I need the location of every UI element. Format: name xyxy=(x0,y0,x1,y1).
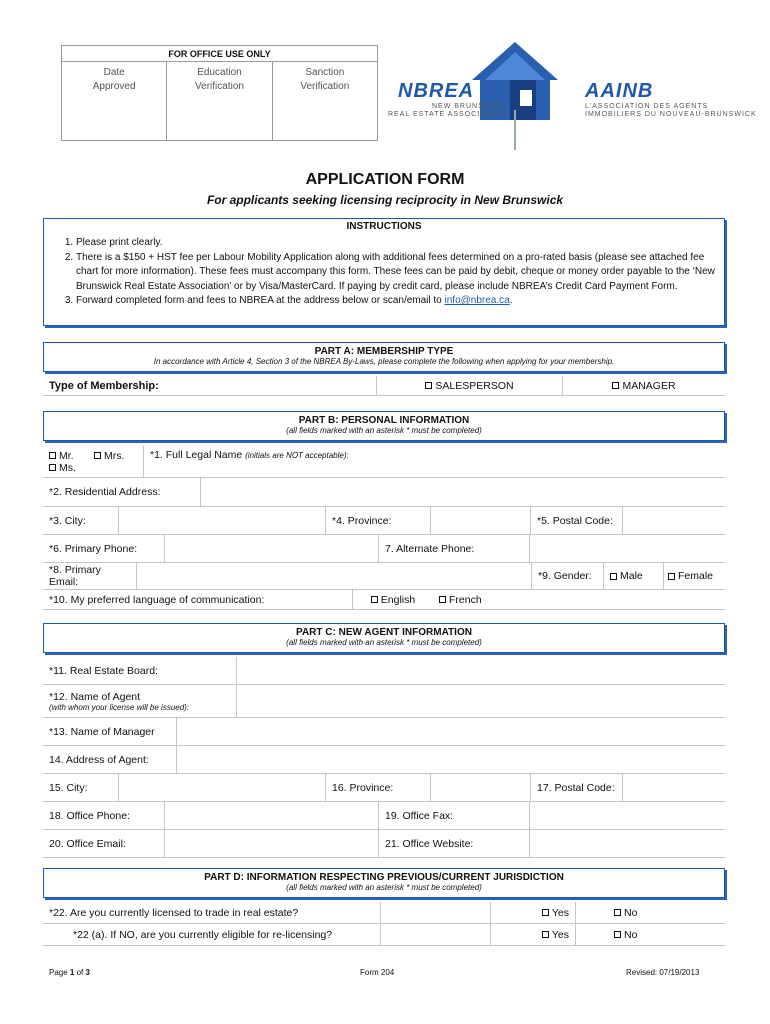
language-label: *10. My preferred language of communication: xyxy=(43,590,353,610)
real-estate-board-label: *11. Real Estate Board: xyxy=(43,657,237,685)
instructions-box xyxy=(43,218,725,326)
checkbox-icon[interactable] xyxy=(668,573,675,580)
email-link[interactable]: info@nbrea.ca xyxy=(444,295,510,306)
checkbox-icon[interactable] xyxy=(371,596,378,603)
yes-label: Yes xyxy=(551,928,569,941)
agent-postal-label: 17. Postal Code: xyxy=(531,774,623,802)
part-a-header xyxy=(43,342,725,372)
ms-option[interactable] xyxy=(49,462,137,474)
ms-label: Ms. xyxy=(59,461,76,474)
salutation-cell xyxy=(43,446,144,478)
manager-name-field[interactable] xyxy=(177,718,725,746)
manager-option[interactable] xyxy=(563,376,725,396)
male-option[interactable] xyxy=(604,563,664,590)
salesperson-label: SALESPERSON xyxy=(435,379,514,392)
postal-code-field[interactable] xyxy=(623,507,725,535)
gender-label: *9. Gender: xyxy=(532,563,604,590)
salesperson-option[interactable] xyxy=(377,376,563,396)
q22a-field[interactable] xyxy=(381,924,491,946)
q22-field[interactable] xyxy=(381,902,491,924)
checkbox-icon[interactable] xyxy=(439,596,446,603)
checkbox-icon[interactable] xyxy=(610,573,617,580)
checkbox-icon[interactable] xyxy=(94,452,101,459)
alternate-phone-field[interactable] xyxy=(530,535,725,563)
office-phone-label: 18. Office Phone: xyxy=(43,802,165,830)
q22a-label: *22 (a). If NO, are you currently eligible for re-licensing? xyxy=(43,924,381,946)
agent-label-cell xyxy=(43,685,237,718)
agent-city-row xyxy=(43,774,725,802)
membership-row xyxy=(43,376,725,396)
office-website-label: 21. Office Website: xyxy=(379,830,530,858)
part-d-title: PART D: INFORMATION RESPECTING PREVIOUS/CURRENT JURISDICTION xyxy=(204,872,564,883)
instruction-2: 2. There is a $150 + HST fee per Labour Mobility Application along with additional fees determined on a pro-rated basis (please see attached fee chart for more information). These fees must accompany this form. These fees can be paid by debit, cheque or money order payable to the ‘New Brunswick Real Estate Association’ or by Visa/MasterCard. If paying by credit card, please include NBREA’s Credit Card Payment Form. xyxy=(76,251,724,295)
membership-type-label: Type of Membership: xyxy=(43,376,377,396)
sanction-verification-cell[interactable] xyxy=(273,62,377,140)
part-c-note: (all fields marked with an asterisk * must be completed) xyxy=(286,638,482,647)
mrs-label: Mrs. xyxy=(104,449,125,462)
no-label: No xyxy=(624,906,638,919)
alternate-phone-label: 7. Alternate Phone: xyxy=(379,535,530,563)
language-row xyxy=(43,590,725,610)
agent-city-label: 15. City: xyxy=(43,774,119,802)
checkbox-icon[interactable] xyxy=(49,452,56,459)
date-approved-cell[interactable] xyxy=(62,62,167,140)
mrs-option[interactable] xyxy=(94,450,124,462)
manager-row xyxy=(43,718,725,746)
office-phone-field[interactable] xyxy=(165,802,379,830)
q22a-row xyxy=(43,924,725,946)
agent-name-label: *12. Name of Agent xyxy=(49,690,141,703)
checkbox-icon[interactable] xyxy=(425,382,432,389)
office-use-header: FOR OFFICE USE ONLY xyxy=(62,46,377,62)
q22-label: *22. Are you currently licensed to trade in real estate? xyxy=(43,902,381,924)
part-c-header xyxy=(43,623,725,653)
page-num: 1 xyxy=(69,968,75,977)
agent-row xyxy=(43,685,725,718)
office-use-box xyxy=(61,45,378,141)
residential-address-field[interactable] xyxy=(201,478,725,507)
page-of: of xyxy=(74,968,86,977)
primary-email-field[interactable] xyxy=(137,563,532,590)
address-row xyxy=(43,478,725,507)
manager-name-label: *13. Name of Manager xyxy=(43,718,177,746)
province-label: *4. Province: xyxy=(326,507,431,535)
office-phone-row xyxy=(43,802,725,830)
part-d-note: (all fields marked with an asterisk * must be completed) xyxy=(286,883,482,892)
name-note: (initials are NOT acceptable): xyxy=(245,451,349,460)
no-label: No xyxy=(624,928,638,941)
instruction-3 xyxy=(76,294,724,309)
agent-province-field[interactable] xyxy=(431,774,531,802)
nbrea-sub1: NEW BRUNSWICK xyxy=(431,103,507,110)
part-b-header xyxy=(43,411,725,441)
instruction-3-text: Forward completed form and fees to NBREA at the address below or scan/email to xyxy=(76,295,445,306)
english-label: English xyxy=(380,593,416,606)
aainb-sub1: L'ASSOCIATION DES AGENTS xyxy=(585,103,709,110)
education-label: Education xyxy=(197,67,242,78)
page-subtitle: For applicants seeking licensing reciprocity in New Brunswick xyxy=(206,193,564,207)
office-email-field[interactable] xyxy=(165,830,379,858)
q22a-yes[interactable] xyxy=(491,924,576,946)
french-option[interactable] xyxy=(433,590,725,610)
office-email-row xyxy=(43,830,725,858)
q22-row xyxy=(43,902,725,924)
manager-label: MANAGER xyxy=(622,379,676,392)
english-option[interactable] xyxy=(353,590,433,610)
agent-address-row xyxy=(43,746,725,774)
male-label: Male xyxy=(620,570,643,582)
female-label: Female xyxy=(678,570,714,582)
french-label: French xyxy=(449,593,482,606)
board-row xyxy=(43,657,725,685)
postal-code-label: *5. Postal Code: xyxy=(531,507,623,535)
agent-address-field[interactable] xyxy=(177,746,725,774)
full-legal-name-label: *1. Full Legal Name xyxy=(150,449,243,461)
part-c-title: PART C: NEW AGENT INFORMATION xyxy=(296,627,472,638)
revised-date: Revised: 07/19/2013 xyxy=(626,968,700,977)
page-title: APPLICATION FORM xyxy=(305,171,465,188)
date-label: Date xyxy=(103,67,125,78)
office-fax-field[interactable] xyxy=(530,802,725,830)
instruction-1: 1. Please print clearly. xyxy=(76,236,724,251)
page-number xyxy=(49,968,90,977)
approved-label: Approved xyxy=(92,81,136,92)
agent-province-label: 16. Province: xyxy=(326,774,431,802)
part-b-note: (all fields marked with an asterisk * must be completed) xyxy=(286,426,482,435)
education-verification-cell[interactable] xyxy=(167,62,272,140)
checkbox-icon[interactable] xyxy=(49,464,56,471)
email-row xyxy=(43,563,725,590)
q22-no[interactable] xyxy=(576,902,725,924)
agent-city-field[interactable] xyxy=(119,774,326,802)
primary-email-label: *8. Primary Email: xyxy=(43,563,137,590)
female-option[interactable] xyxy=(664,563,725,590)
mr-option[interactable] xyxy=(49,450,94,462)
page-prefix: Page xyxy=(49,968,70,977)
office-website-field[interactable] xyxy=(530,830,725,858)
nbrea-logo xyxy=(388,80,507,119)
q22-yes[interactable] xyxy=(491,902,576,924)
residential-address-label: *2. Residential Address: xyxy=(43,478,201,507)
city-label: *3. City: xyxy=(43,507,119,535)
part-a-title: PART A: MEMBERSHIP TYPE xyxy=(314,346,454,357)
city-field[interactable] xyxy=(119,507,326,535)
nbrea-wordmark: NBREA xyxy=(398,80,475,102)
checkbox-icon[interactable] xyxy=(612,382,619,389)
checkbox-icon[interactable] xyxy=(542,909,549,916)
primary-phone-field[interactable] xyxy=(165,535,379,563)
page-total: 3 xyxy=(85,968,90,977)
aainb-logo xyxy=(585,80,757,119)
city-row xyxy=(43,507,725,535)
full-legal-name-field[interactable] xyxy=(144,446,725,478)
nbrea-sub2: REAL ESTATE ASSOCIATION xyxy=(388,111,507,118)
yes-label: Yes xyxy=(551,906,569,919)
phone-row xyxy=(43,535,725,563)
checkbox-icon[interactable] xyxy=(614,909,621,916)
office-email-label: 20. Office Email: xyxy=(43,830,165,858)
agent-note: (with whom your license will be issued): xyxy=(49,702,190,712)
agent-postal-field[interactable] xyxy=(623,774,725,802)
agent-address-label: 14. Address of Agent: xyxy=(43,746,177,774)
verification-label-2: Verification xyxy=(300,81,350,92)
sanction-label: Sanction xyxy=(305,67,345,78)
part-d-header xyxy=(43,868,725,898)
q22a-no[interactable] xyxy=(576,924,725,946)
province-field[interactable] xyxy=(431,507,531,535)
aainb-sub2: IMMOBILIERS DU NOUVEAU-BRUNSWICK xyxy=(585,111,757,118)
office-fax-label: 19. Office Fax: xyxy=(379,802,530,830)
part-b-title: PART B: PERSONAL INFORMATION xyxy=(298,415,470,426)
verification-label: Verification xyxy=(195,81,244,92)
real-estate-board-field[interactable] xyxy=(237,657,725,685)
instructions-heading: INSTRUCTIONS xyxy=(346,221,422,232)
aainb-wordmark: AAINB xyxy=(585,80,654,102)
mr-label: Mr. xyxy=(59,449,74,462)
part-a-note: In accordance with Article 4, Section 3 of the NBREA By-Laws, please complete the following when applying for your membership. xyxy=(153,357,615,366)
name-row xyxy=(43,446,725,478)
checkbox-icon[interactable] xyxy=(542,931,549,938)
agent-name-field[interactable] xyxy=(237,685,725,718)
instruction-3-end: . xyxy=(509,295,513,306)
checkbox-icon[interactable] xyxy=(614,931,621,938)
primary-phone-label: *6. Primary Phone: xyxy=(43,535,165,563)
form-number: Form 204 xyxy=(360,968,395,977)
